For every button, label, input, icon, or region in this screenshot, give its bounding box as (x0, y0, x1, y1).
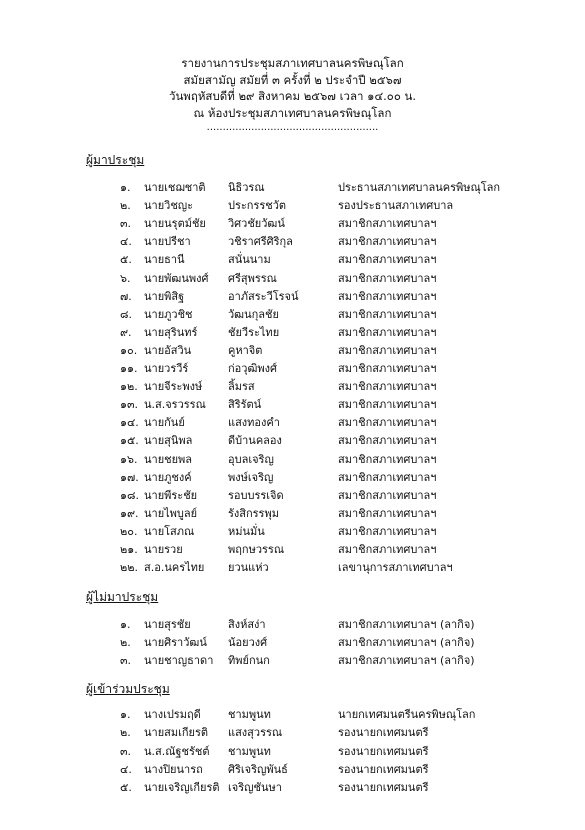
first-name: นายปรีชา (144, 235, 191, 249)
first-name: นายชาญธาดา (144, 654, 214, 668)
first-name: นายวิชญะ (144, 199, 194, 213)
last-name: ยวนแห่ว (228, 561, 269, 575)
last-name: ชามพูนท (228, 744, 271, 758)
position-title: สมาชิกสภาเทศบาลฯ (338, 307, 437, 321)
list-item (0, 724, 585, 742)
item-number: ๒. (120, 636, 131, 650)
position-title: สมาชิกสภาเทศบาลฯ (338, 380, 437, 394)
position-title: สมาชิกสภาเทศบาลฯ (338, 434, 437, 448)
position-title: สมาชิกสภาเทศบาลฯ (338, 217, 437, 231)
item-number: ๑๐. (120, 343, 138, 357)
list-item (0, 652, 585, 670)
last-name: แสงสุวรรณ (228, 726, 283, 740)
position-title: สมาชิกสภาเทศบาลฯ (338, 362, 437, 375)
last-name: วัฒนกุลชัย (228, 307, 279, 321)
list-item (0, 541, 585, 559)
item-number: ๒. (120, 726, 131, 740)
last-name: ศิริเจริญพันธ์ (228, 762, 288, 776)
first-name: นายชยพล (144, 452, 193, 466)
list-item (0, 559, 585, 577)
list-item (0, 233, 585, 251)
list-item (0, 215, 585, 233)
last-name: ลิ้มรส (228, 380, 255, 394)
last-name: ดีบ้านคลอง (228, 434, 282, 448)
item-number: ๑. (120, 618, 131, 631)
participants-heading: ผู้เข้าร่วมประชุม (86, 682, 170, 696)
item-number: ๖. (120, 271, 131, 285)
last-name: ชามพูนท (228, 708, 271, 721)
last-name: นิธิวรณ (228, 181, 265, 194)
first-name: นายภูชงค์ (144, 470, 192, 484)
first-name: นางปิยนารถ (144, 762, 203, 776)
position-title: สมาชิกสภาเทศบาลฯ (ลากิจ) (338, 654, 475, 668)
last-name: อุบลเจริญ (228, 452, 274, 466)
position-title: นายกเทศมนตรีนครพิษณุโลก (338, 708, 476, 721)
last-name: น้อยวงศ์ (228, 636, 268, 650)
last-name: พฤกษวรรณ (228, 543, 285, 556)
position-title: สมาชิกสภาเทศบาลฯ (338, 452, 437, 466)
item-number: ๓. (120, 217, 132, 231)
last-name: เจริญชันษา (228, 781, 282, 795)
list-item (0, 251, 585, 269)
first-name: นายสุรชัย (144, 618, 191, 631)
item-number: ๕. (120, 781, 132, 795)
position-title: สมาชิกสภาเทศบาลฯ (338, 416, 437, 430)
last-name: ทิพย์กนก (228, 654, 270, 668)
item-number: ๑. (120, 708, 131, 721)
position-title: สมาชิกสภาเทศบาลฯ (338, 488, 437, 502)
last-name: ชัยวีระไทย (228, 325, 280, 339)
item-number: ๕. (120, 253, 132, 267)
item-number: ๒๐. (120, 524, 138, 538)
position-title: สมาชิกสภาเทศบาลฯ (338, 271, 437, 285)
last-name: สนั่นนาม (228, 253, 271, 267)
item-number: ๑๓. (120, 398, 138, 412)
item-number: ๓. (120, 654, 132, 668)
first-name: นายวรวีร์ (144, 362, 189, 375)
first-name: น.ส.ณัฐชรัชต์ (144, 744, 210, 758)
first-name: นางเปรมฤดี (144, 708, 201, 721)
first-name: นายพัฒนพงศ์ (144, 271, 209, 285)
first-name: นายอัสวิน (144, 343, 192, 357)
first-name: นายภูวชิช (144, 307, 193, 321)
first-name: นายรวย (144, 543, 183, 556)
meeting-location: ณ ห้องประชุมสภาเทศบาลนครพิษณุโลก (193, 105, 392, 120)
last-name: สิงห์สง่า (228, 618, 266, 631)
first-name: น.ส.จรวรรณ (144, 398, 206, 412)
item-number: ๘. (120, 307, 132, 321)
list-item (0, 432, 585, 450)
first-name: นายพิสิฐ (144, 289, 185, 303)
position-title: สมาชิกสภาเทศบาลฯ (338, 235, 437, 249)
first-name: นายนรุตม์ชัย (144, 217, 206, 231)
last-name: วิศวชัยวัฒน์ (228, 217, 285, 231)
list-item (0, 523, 585, 541)
position-title: รองนายกเทศมนตรี (338, 762, 429, 776)
list-item (0, 706, 585, 724)
item-number: ๙. (120, 325, 132, 339)
first-name: นายพีระชัย (144, 488, 198, 502)
item-number: ๑๘. (120, 488, 139, 502)
list-item (0, 743, 585, 761)
first-name: นายโสภณ (144, 524, 195, 538)
list-item (0, 179, 585, 197)
position-title: สมาชิกสภาเทศบาลฯ (338, 253, 437, 267)
list-item (0, 396, 585, 414)
item-number: ๒๒. (120, 561, 138, 575)
position-title: สมาชิกสภาเทศบาลฯ (338, 325, 437, 339)
last-name: รังสิกรรพุม (228, 506, 279, 520)
list-item (0, 761, 585, 779)
list-item (0, 469, 585, 487)
list-item (0, 288, 585, 306)
position-title: สมาชิกสภาเทศบาลฯ (338, 470, 437, 484)
item-number: ๔. (120, 762, 132, 776)
report-header (0, 55, 585, 134)
item-number: ๑๑. (120, 362, 138, 375)
list-item (0, 779, 585, 797)
list-item (0, 360, 585, 378)
last-name: พงษ์เจริญ (228, 470, 274, 484)
item-number: ๑๔. (120, 416, 139, 430)
first-name: นายเชฌชาติ (144, 181, 206, 194)
attendees-heading: ผู้มาประชุม (86, 153, 145, 167)
position-title: รองนายกเทศมนตรี (338, 744, 429, 758)
first-name: นายสุรินทร์ (144, 325, 198, 339)
list-item (0, 451, 585, 469)
first-name: ส.อ.นครไทย (144, 561, 205, 575)
item-number: ๑๕. (120, 434, 139, 448)
list-item (0, 616, 585, 634)
item-number: ๑๗. (120, 470, 139, 484)
list-item (0, 414, 585, 432)
list-item (0, 342, 585, 360)
last-name: ศรีสุพรรณ (228, 271, 277, 285)
header-divider: ...................................................... (206, 122, 379, 133)
last-name: แสงทองคำ (228, 416, 280, 430)
item-number: ๓. (120, 744, 132, 758)
session-info: สมัยสามัญ สมัยที่ ๓ ครั้งที่ ๒ ประจำปี ๒๕๖๗ (183, 72, 402, 87)
position-title: สมาชิกสภาเทศบาลฯ (338, 289, 437, 303)
position-title: รองนายกเทศมนตรี (338, 726, 429, 740)
position-title: สมาชิกสภาเทศบาลฯ (338, 398, 437, 412)
item-number: ๒๑. (120, 543, 138, 556)
first-name: นายไพบูลย์ (144, 506, 198, 520)
last-name: อาภัสระวีโรจน์ (228, 289, 299, 303)
last-name: ประกรรชวัต (228, 199, 287, 213)
list-item (0, 306, 585, 324)
list-item (0, 378, 585, 396)
position-title: เลขานุการสภาเทศบาลฯ (338, 561, 453, 575)
last-name: สิริรัตน์ (228, 398, 262, 412)
last-name: ก่อวุฒิพงศ์ (228, 362, 277, 375)
position-title: สมาชิกสภาเทศบาลฯ (ลากิจ) (338, 636, 475, 650)
item-number: ๒. (120, 199, 131, 213)
list-item (0, 487, 585, 505)
first-name: นายเจริญเกียรติ (144, 781, 220, 795)
first-name: นายสุนิพล (144, 434, 193, 448)
list-item (0, 270, 585, 288)
first-name: นายธานี (144, 253, 185, 267)
absentees-heading: ผู้ไม่มาประชุม (86, 590, 159, 604)
list-item (0, 634, 585, 652)
last-name: หม่นมั่น (228, 524, 265, 538)
report-title: รายงานการประชุมสภาเทศบาลนครพิษณุโลก (181, 56, 404, 70)
first-name: นายจีระพงษ์ (144, 380, 203, 394)
first-name: นายกันย์ (144, 416, 185, 430)
meeting-date-time: วันพฤหัสบดีที่ ๒๙ สิงหาคม ๒๕๖๗ เวลา ๑๔.๐๐ น. (168, 89, 417, 103)
position-title: สมาชิกสภาเทศบาลฯ (338, 524, 437, 538)
position-title: รองนายกเทศมนตรี (338, 781, 429, 795)
item-number: ๗. (120, 289, 132, 303)
position-title: ประธานสภาเทศบาลนครพิษณุโลก (338, 181, 501, 194)
last-name: คูหาจิต (228, 343, 263, 357)
position-title: สมาชิกสภาเทศบาลฯ (ลากิจ) (338, 618, 475, 631)
position-title: สมาชิกสภาเทศบาลฯ (338, 343, 437, 357)
position-title: สมาชิกสภาเทศบาลฯ (338, 543, 437, 556)
item-number: ๑๒. (120, 380, 138, 394)
list-item (0, 324, 585, 342)
list-item (0, 197, 585, 215)
list-item (0, 505, 585, 523)
first-name: นายศิราวัฒน์ (144, 636, 207, 650)
item-number: ๔. (120, 235, 132, 249)
item-number: ๑๙. (120, 506, 139, 520)
last-name: วชิราศรีศิริกุล (228, 235, 293, 249)
first-name: นายสมเกียรติ (144, 726, 209, 740)
last-name: รอบบรรเจิด (228, 488, 284, 502)
position-title: รองประธานสภาเทศบาล (338, 199, 454, 213)
item-number: ๑๖. (120, 452, 138, 466)
position-title: สมาชิกสภาเทศบาลฯ (338, 506, 437, 520)
item-number: ๑. (120, 181, 131, 194)
